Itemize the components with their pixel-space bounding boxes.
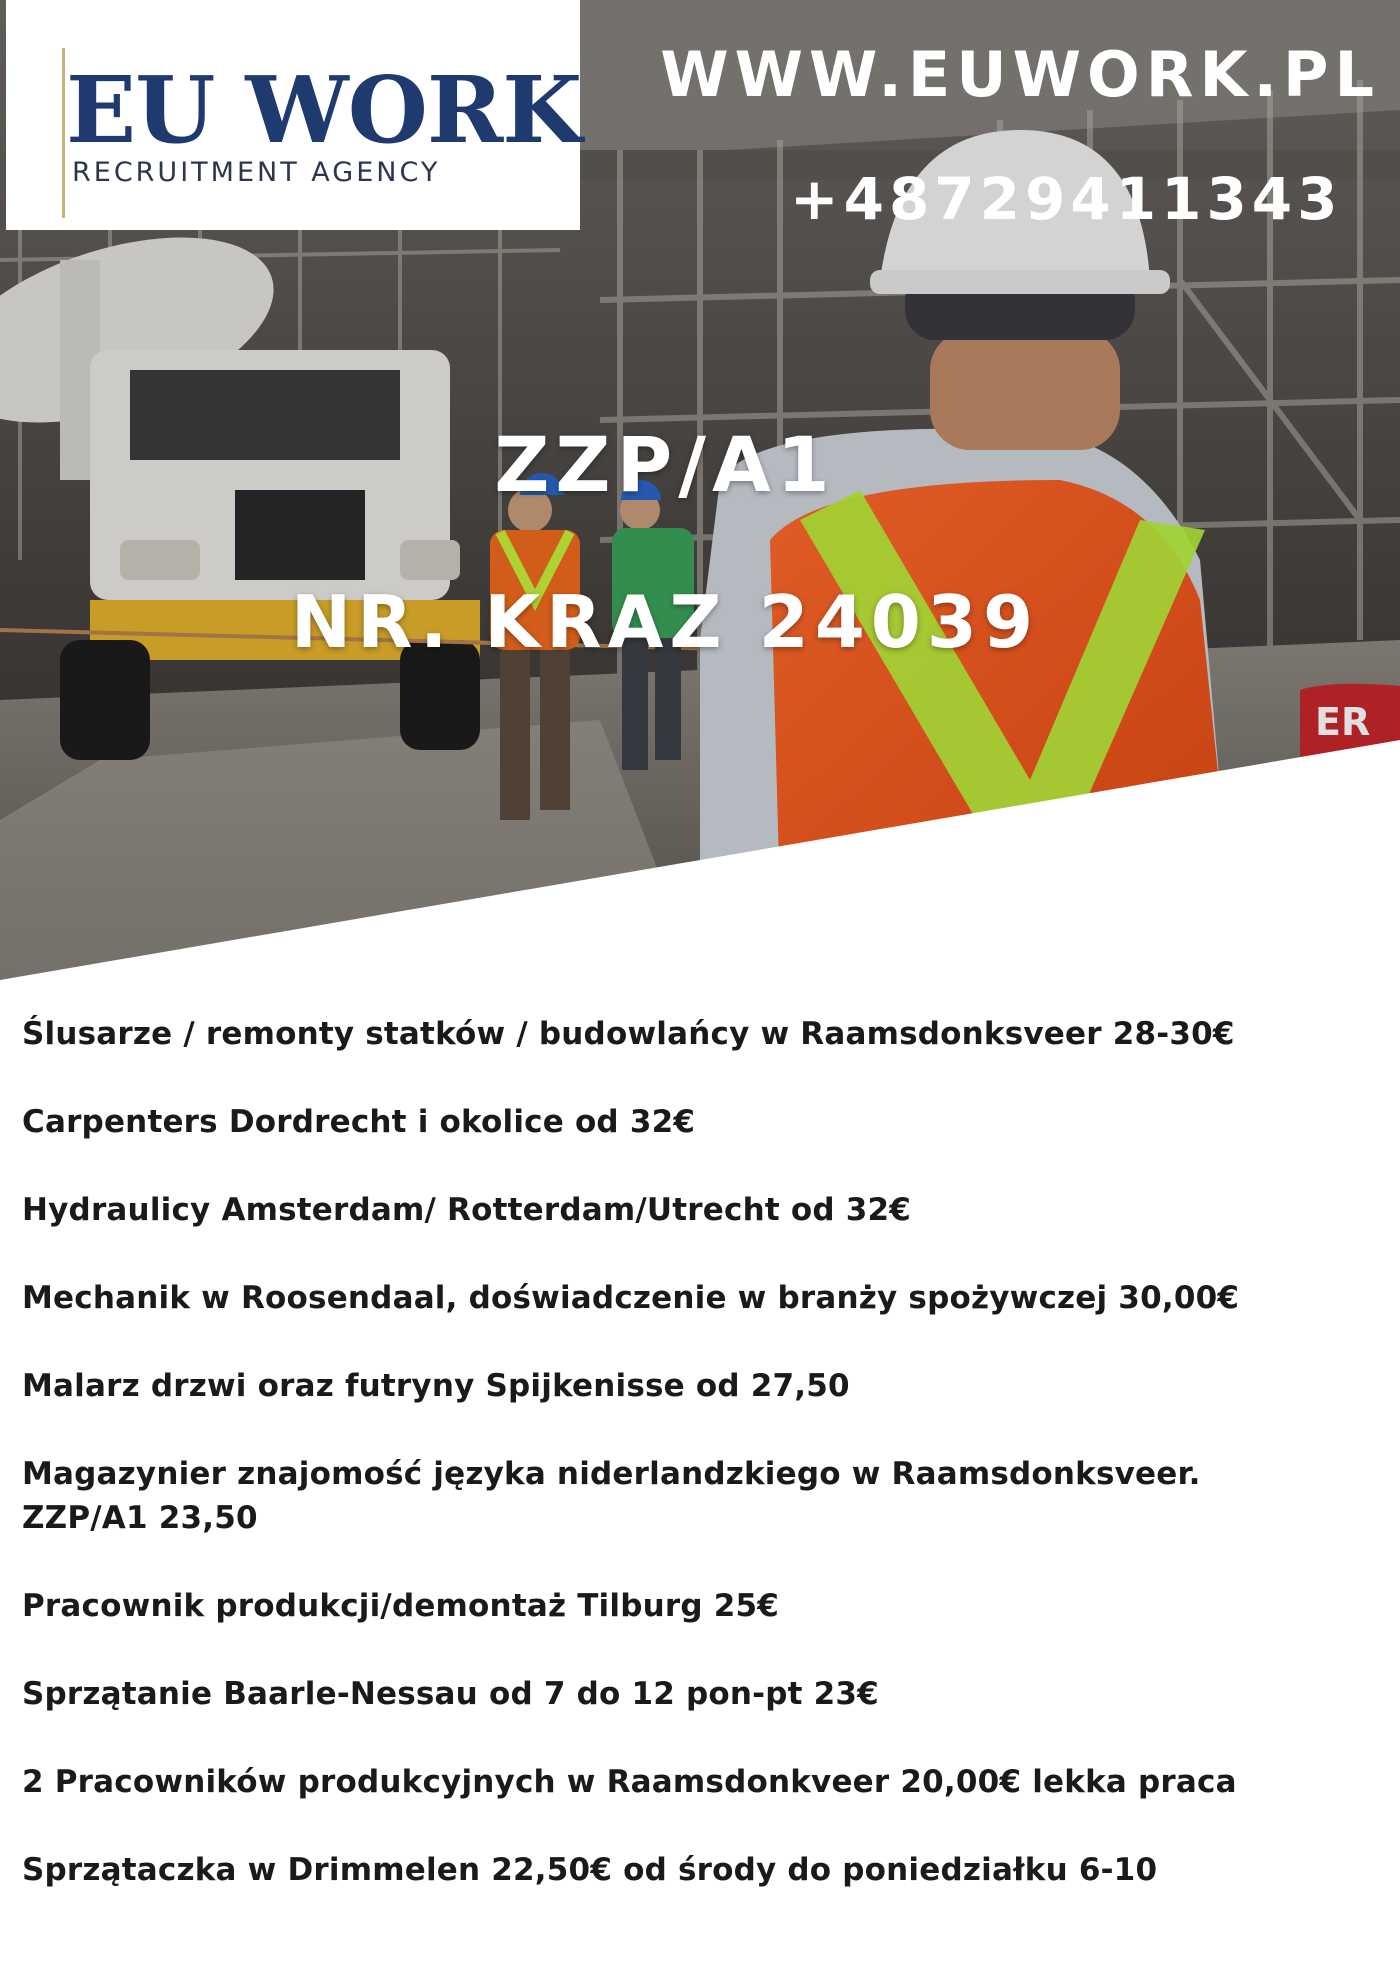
logo-subtitle: RECRUITMENT AGENCY xyxy=(72,157,441,188)
job-text-continued: ZZP/A1 23,50 xyxy=(22,1500,258,1536)
job-item xyxy=(22,1672,1382,1716)
logo-title: EU WORK xyxy=(66,56,582,164)
logo-accent-bar xyxy=(62,48,65,218)
job-text: Magazynier znajomość języka niderlandzkiego w Raamsdonksveer. xyxy=(22,1456,1201,1492)
job-item xyxy=(22,1584,1382,1628)
job-item xyxy=(22,1760,1382,1804)
job-text: Carpenters Dordrecht i okolice od 32€ xyxy=(22,1104,696,1140)
job-text: Mechanik w Roosendaal, doświadczenie w branży spożywczej 30,00€ xyxy=(22,1280,1240,1316)
job-text: Ślusarze / remonty statków / budowlańcy w Raamsdonksveer 28-30€ xyxy=(22,1016,1235,1052)
job-list xyxy=(22,1012,1382,1936)
job-text: Malarz drzwi oraz futryny Spijkenisse od 27,50 xyxy=(22,1368,850,1404)
job-item xyxy=(22,1100,1382,1144)
job-text: Sprzątaczka w Drimmelen 22,50€ od środy do poniedziałku 6-10 xyxy=(22,1852,1158,1888)
job-text: Hydraulicy Amsterdam/ Rotterdam/Utrecht od 32€ xyxy=(22,1192,912,1228)
headline-zzp: ZZP/A1 xyxy=(494,420,836,509)
phone-number: +48729411343 xyxy=(790,165,1343,233)
job-text: Pracownik produkcji/demontaż Tilburg 25€ xyxy=(22,1588,780,1624)
job-item xyxy=(22,1452,1382,1540)
website-url: WWW.EUWORK.PL xyxy=(660,38,1380,111)
headline-kraz: NR. KRAZ 24039 xyxy=(290,580,1040,664)
job-item xyxy=(22,1012,1382,1056)
job-text: 2 Pracowników produkcyjnych w Raamsdonkveer 20,00€ lekka praca xyxy=(22,1764,1237,1800)
job-item xyxy=(22,1188,1382,1232)
job-text: Sprzątanie Baarle-Nessau od 7 do 12 pon-pt 23€ xyxy=(22,1676,879,1712)
job-item xyxy=(22,1364,1382,1408)
job-item xyxy=(22,1276,1382,1320)
logo xyxy=(6,0,580,230)
photo-sign-text: ER xyxy=(1315,700,1371,744)
job-item xyxy=(22,1848,1382,1892)
